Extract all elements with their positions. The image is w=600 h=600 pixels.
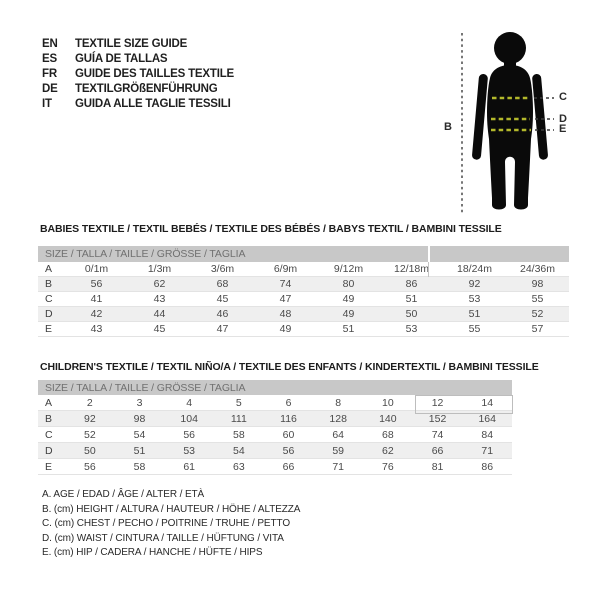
table-cell: 84 [481,428,494,441]
table-cell: 46 [216,308,229,320]
babies-size-header-bar: SIZE / TALLA / TAILLE / GRÖSSE / TAGLIA [38,246,569,262]
children-table-title: CHILDREN'S TEXTILE / TEXTIL NIÑO/A / TEXTILE DES ENFANTS / KINDERTEXTIL / BAMBINI TESSILE [40,361,539,373]
row-label: D [45,308,53,320]
table-cell: 54 [133,428,146,441]
measurement-legend [42,489,300,562]
table-row [38,443,512,459]
table-cell: 52 [83,428,96,441]
silhouette-body [487,65,533,210]
table-cell: 98 [531,278,544,290]
table-cell: 43 [153,293,166,305]
table-cell: 111 [230,412,247,425]
table-cell: 10 [382,396,394,409]
language-code: ES [42,52,57,65]
table-cell: 47 [279,293,292,305]
table-cell: 104 [180,412,198,425]
table-cell: 18/24m [456,263,493,275]
table-cell: 51 [468,308,481,320]
language-code: FR [42,67,57,80]
table-cell: 51 [405,293,418,305]
table-cell: 14 [481,396,494,409]
table-cell: 56 [282,444,295,457]
language-title: GUIDA ALLE TAGLIE TESSILI [75,98,231,111]
legend-line-waist: D. (cm) WAIST / CINTURA / TAILLE / HÜFTUNG / VITA [42,532,284,544]
table-cell: 92 [83,412,96,425]
table-cell: 86 [405,278,418,290]
table-cell: 62 [153,278,166,290]
table-cell: 51 [133,444,146,457]
table-cell: 6/9m [273,263,298,275]
table-cell: 66 [431,444,444,457]
table-cell: 81 [431,460,444,473]
table-cell: 92 [468,278,481,290]
language-title: GUIDE DES TAILLES TEXTILE [75,67,234,80]
child-silhouette [472,32,549,210]
table-row [38,292,569,307]
children-table-body [38,395,512,475]
table-cell: 55 [468,323,481,335]
table-cell: 41 [90,293,103,305]
table-cell: 61 [183,460,196,473]
language-code: DE [42,83,58,96]
table-cell: 59 [332,444,345,457]
row-label: E [45,323,53,335]
table-cell: 49 [342,293,355,305]
row-label: A [45,396,53,409]
silhouette-right-arm [532,74,548,160]
table-cell: 140 [379,412,397,425]
legend-line-age: A. AGE / EDAD / ÂGE / ALTER / ETÀ [42,489,205,500]
table-row [38,307,569,322]
table-cell: 55 [531,293,544,305]
table-cell: 44 [153,308,166,320]
table-cell: 2 [86,396,93,409]
table-cell: 49 [279,323,292,335]
table-row [38,277,569,292]
language-list [42,36,234,112]
language-row [42,51,234,66]
table-cell: 5 [235,396,242,409]
table-cell: 71 [332,460,345,473]
table-cell: 0/1m [84,263,109,275]
table-cell: 57 [531,323,544,335]
table-cell: 74 [431,428,444,441]
table-cell: 50 [83,444,96,457]
table-cell: 9/12m [333,263,364,275]
table-cell: 3/6m [210,263,235,275]
table-row [38,459,512,475]
table-row [38,427,512,443]
table-cell: 8 [335,396,342,409]
table-cell: 86 [481,460,494,473]
babies-table-body [38,262,569,337]
waist-label: D [559,113,567,125]
table-cell: 58 [133,460,146,473]
language-row [42,66,234,81]
height-label: B [444,121,452,133]
row-label: B [45,278,53,290]
table-row [38,262,569,277]
table-row [38,322,569,337]
table-cell: 53 [405,323,418,335]
table-cell: 45 [153,323,166,335]
legend-line-hip: E. (cm) HIP / CADERA / HANCHE / HÜFTE / HIPS [42,547,263,558]
table-cell: 74 [279,278,292,290]
table-cell: 6 [285,396,292,409]
language-title: TEXTILGRÖßENFÜHRUNG [75,83,218,96]
table-cell: 63 [233,460,245,473]
table-cell: 152 [428,412,447,425]
children-size-header-bar: SIZE / TALLA / TAILLE / GRÖSSE / TAGLIA [38,380,512,395]
table-cell: 66 [282,460,295,473]
table-cell: 56 [183,428,196,441]
table-cell: 53 [183,444,196,457]
babies-table [38,246,569,337]
language-title: GUÍA DE TALLAS [75,52,168,65]
language-code: EN [42,37,58,50]
table-cell: 53 [468,293,481,305]
table-cell: 62 [382,444,394,457]
table-row [38,411,512,427]
table-cell: 64 [332,428,345,441]
table-cell: 24/36m [519,263,556,275]
table-cell: 76 [382,460,394,473]
legend-line-chest: C. (cm) CHEST / PECHO / POITRINE / TRUHE / PETTO [42,518,291,529]
table-cell: 60 [282,428,295,441]
table-cell: 12/18m [393,263,430,275]
table-cell: 164 [478,412,496,425]
row-label: D [45,444,53,457]
table-cell: 48 [279,308,292,320]
table-cell: 54 [233,444,245,457]
table-cell: 116 [280,412,297,425]
table-cell: 52 [531,308,544,320]
language-title: TEXTILE SIZE GUIDE [75,37,188,50]
table-cell: 12 [431,396,444,409]
row-label: A [45,263,53,275]
table-cell: 3 [136,396,143,409]
table-cell: 68 [382,428,394,441]
table-cell: 1/3m [147,263,172,275]
row-label: C [45,293,53,305]
table-cell: 47 [216,323,229,335]
table-cell: 42 [90,308,103,320]
table-cell: 71 [481,444,494,457]
table-cell: 56 [90,278,103,290]
table-cell: 128 [329,412,347,425]
babies-table-title: BABIES TEXTILE / TEXTIL BEBÉS / TEXTILE DES BÉBÉS / BABYS TEXTIL / BAMBINI TESSILE [40,223,502,235]
table-cell: 43 [90,323,103,335]
table-cell: 80 [342,278,355,290]
table-cell: 51 [342,323,355,335]
language-code: IT [42,98,52,111]
language-row [42,97,234,112]
table-cell: 68 [216,278,229,290]
language-row [42,82,234,97]
hip-label: E [559,123,567,135]
table-row [38,395,512,411]
table-cell: 98 [133,412,146,425]
silhouette-left-arm [472,74,488,160]
row-label: B [45,412,53,425]
table-cell: 50 [405,308,418,320]
table-cell: 45 [216,293,229,305]
table-cell: 4 [186,396,193,409]
row-label: E [45,460,53,473]
language-row [42,36,234,51]
children-table [38,380,512,475]
table-cell: 49 [342,308,355,320]
table-cell: 56 [83,460,96,473]
legend-line-height: B. (cm) HEIGHT / ALTURA / HAUTEUR / HÖHE / ALTEZZA [42,503,301,515]
chest-label: C [559,91,567,103]
row-label: C [45,428,53,441]
table-cell: 58 [233,428,245,441]
